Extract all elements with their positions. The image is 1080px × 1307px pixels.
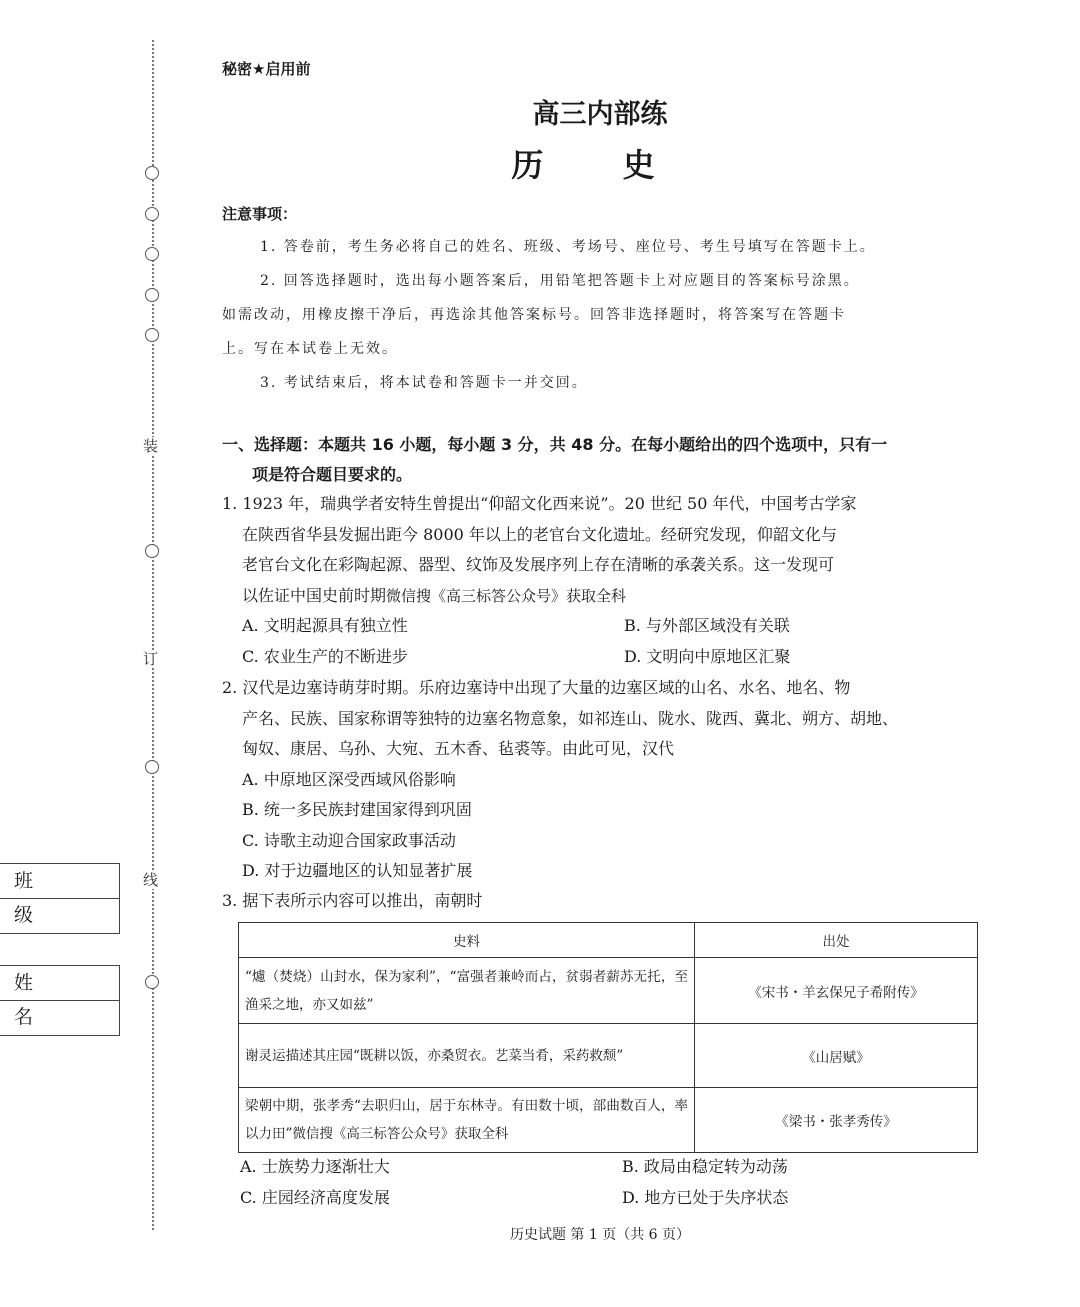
q2-option-d[interactable]: D. 对于边疆地区的认知显著扩展: [242, 861, 473, 880]
question-1: [222, 489, 982, 672]
binding-hole: [145, 207, 159, 221]
binding-char-ding: 订: [143, 650, 159, 668]
section-1-heading: [222, 430, 984, 490]
table-header-row: [239, 923, 978, 958]
table-row: [239, 1088, 978, 1153]
q3-stem: 3. 据下表所示内容可以推出，南朝时: [222, 891, 483, 910]
section-1-line-2: 项是符合题目要求的。: [252, 465, 413, 484]
q2-line-1: 2. 汉代是边塞诗萌芽时期。乐府边塞诗中出现了大量的边塞区域的山名、水名、地名、物: [222, 678, 851, 697]
q1-line-1: 1. 1923 年，瑞典学者安特生曾提出“仰韶文化西来说”。20 世纪 50 年代，中国考古学家: [222, 494, 857, 513]
binding-hole: [145, 544, 159, 558]
q2-option-c[interactable]: C. 诗歌主动迎合国家政事活动: [242, 830, 456, 850]
secret-label: 秘密★启用前: [222, 60, 311, 78]
table-header-source: 出处: [695, 923, 978, 958]
binding-char-xian: 线: [143, 871, 159, 889]
q3-option-c[interactable]: C. 庄园经济高度发展: [240, 1187, 390, 1207]
name-label: 姓 名: [0, 966, 119, 1001]
q2-option-a[interactable]: A. 中原地区深受西域风俗影响: [242, 769, 456, 789]
q2-option-b[interactable]: B. 统一多民族封建国家得到巩固: [242, 800, 472, 819]
notice-item-1: 1. 答卷前，考生务必将自己的姓名、班级、考场号、座位号、考生号填写在答题卡上。: [260, 239, 876, 255]
name-box[interactable]: [0, 965, 120, 1036]
q2-line-3: 匈奴、康居、乌孙、大宛、五木香、毡裘等。由此可见，汉代: [242, 739, 675, 758]
question-3: [222, 886, 982, 917]
question-2: [222, 673, 982, 887]
q1-option-c[interactable]: C. 农业生产的不断进步: [242, 646, 408, 666]
q3-option-d[interactable]: D. 地方已处于失序状态: [622, 1187, 789, 1207]
notice-heading: 注意事项：: [222, 205, 298, 223]
subject-title: 历 史: [511, 146, 689, 184]
section-1-line-1: 一、选择题：本题共 16 小题，每小题 3 分，共 48 分。在每小题给出的四个选项中，只有一: [222, 435, 888, 454]
page-footer: 历史试题 第 1 页（共 6 页）: [509, 1227, 691, 1243]
q3-option-a[interactable]: A. 士族势力逐渐壮大: [240, 1157, 390, 1176]
q1-line-4: [222, 581, 982, 612]
q3-option-b[interactable]: B. 政局由稳定转为动荡: [622, 1157, 788, 1176]
q1-options: [222, 611, 982, 672]
table-row: [239, 1024, 978, 1088]
q1-line-4-text: 以佐证中国史前时期: [242, 585, 387, 605]
notice-item-3: 3. 考试结束后，将本试卷和答题卡一并交回。: [260, 375, 588, 391]
q2-options: [222, 765, 982, 887]
q1-watermark-note: 微信搜《高三标答公众号》获取全科: [386, 586, 627, 605]
notice-item-2-line-3: 上。写在本试卷上无效。: [222, 341, 398, 357]
table-cell-source: 《宋书・羊玄保兄子希附传》: [695, 958, 978, 1024]
exam-title: 高三内部练: [532, 99, 668, 130]
notice-body: [222, 230, 982, 400]
binding-hole: [145, 247, 159, 261]
binding-hole: [145, 288, 159, 302]
binding-hole: [145, 975, 159, 989]
binding-hole: [145, 328, 159, 342]
binding-hole: [145, 760, 159, 774]
q1-line-3: 老官台文化在彩陶起源、器型、纹饰及发展序列上存在清晰的承袭关系。这一发现可: [242, 555, 835, 574]
q3-options: [222, 1152, 982, 1213]
q3-table: [238, 922, 978, 1153]
table-watermark-note: 微信搜《高三标答公众号》获取全科: [292, 1126, 509, 1142]
class-label: 班 级: [0, 864, 119, 899]
table-header-material: 史料: [239, 923, 695, 958]
q1-option-d[interactable]: D. 文明向中原地区汇聚: [624, 646, 791, 666]
notice-item-2-line-1: 2. 回答选择题时，选出每小题答案后，用铅笔把答题卡上对应题目的答案标号涂黑。: [260, 273, 860, 289]
q3-options-grid: [222, 1152, 982, 1213]
table-row: [239, 958, 978, 1024]
table-cell-material-text: 梁朝中期，张孝秀“去职归山，居于东林寺。有田数十顷，部曲数百人，率以力田”: [245, 1098, 688, 1142]
table-cell-material: “爈（焚烧）山封水，保为家利”，“富强者兼岭而占，贫弱者薪苏无托，至渔采之地，亦又如兹”: [239, 958, 695, 1024]
table-cell-material: 谢灵运描述其庄园“既耕以饭，亦桑贸衣。艺菜当肴，采药救颓”: [239, 1024, 695, 1088]
q2-line-2: 产名、民族、国家称谓等独特的边塞名物意象，如祁连山、陇水、陇西、冀北、朔方、胡地、: [242, 708, 899, 728]
q1-option-a[interactable]: A. 文明起源具有独立性: [242, 616, 408, 635]
table-cell-source: 《山居赋》: [695, 1024, 978, 1088]
q1-option-b[interactable]: B. 与外部区域没有关联: [624, 616, 790, 635]
table-cell-material: [239, 1088, 695, 1153]
notice-item-2-line-2: 如需改动，用橡皮擦干净后，再选涂其他答案标号。回答非选择题时，将答案写在答题卡: [222, 307, 846, 323]
table-cell-source: 《梁书・张孝秀传》: [695, 1088, 978, 1153]
binding-char-zhuang: 装: [143, 437, 159, 455]
class-box[interactable]: [0, 863, 120, 934]
q1-line-2: 在陕西省华县发掘出距今 8000 年以上的老官台文化遗址。经研究发现，仰韶文化与: [242, 524, 837, 544]
